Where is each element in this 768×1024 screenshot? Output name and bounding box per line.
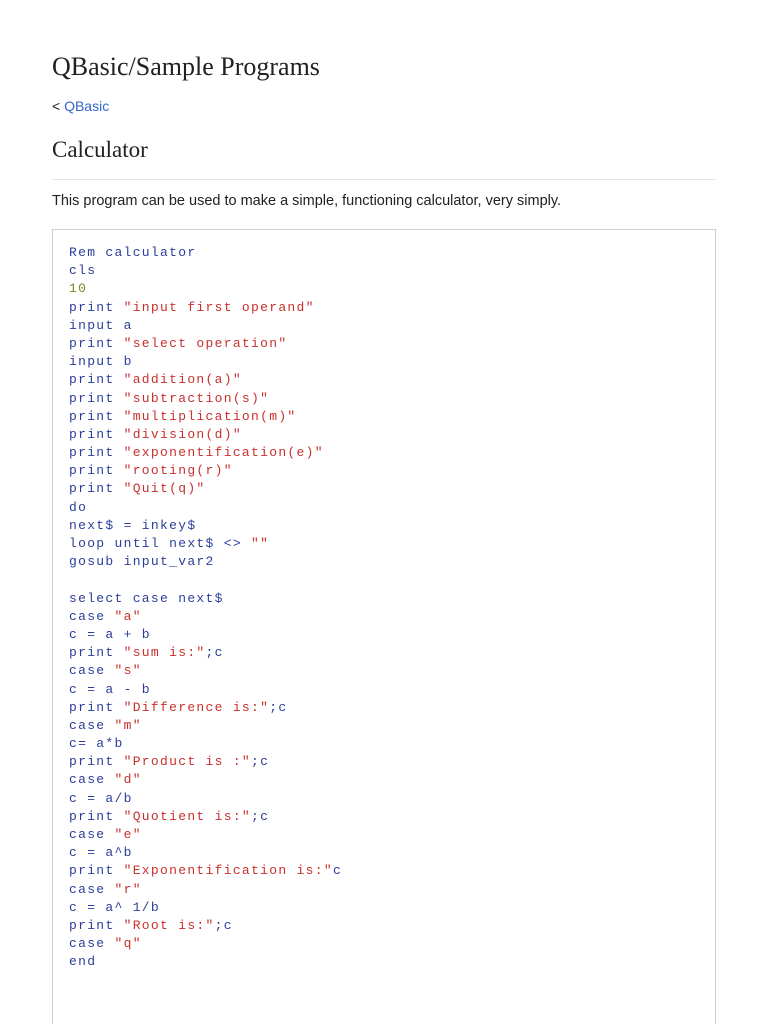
code-keyword: loop until next$ <> [69,536,252,551]
breadcrumb [52,98,109,114]
code-keyword: ;c [214,917,233,933]
code-keyword: Rem calculator [69,245,197,260]
code-keyword: input a [69,317,133,333]
code-keyword: print [69,808,124,824]
code-line [69,735,342,753]
code-line [69,480,342,498]
code-line [69,280,342,298]
code-line [69,553,342,571]
code-line [69,662,342,680]
code-keyword: case [69,827,115,842]
code-keyword: print [69,917,124,933]
code-keyword: c= a*b [69,736,124,752]
code-line [69,335,342,353]
code-line [69,790,342,808]
code-keyword: do [69,499,88,515]
code-string: "multiplication(m)" [123,408,297,424]
code-keyword: c = a + b [69,626,151,642]
code-line [69,499,342,517]
code-string: "Quotient is:" [123,808,252,824]
code-string: "Product is :" [123,754,252,770]
code-line [69,753,342,771]
code-string: "division(d)" [123,426,242,442]
code-line [69,699,342,717]
code-keyword: ;c [205,645,224,661]
code-line [69,444,342,462]
code-string: "m" [114,717,142,733]
code-line [69,808,342,826]
code-keyword: case [69,772,115,788]
section-heading: Calculator [52,137,148,162]
code-keyword: ;c [269,699,288,715]
code-line [69,717,342,735]
code-keyword: print [69,335,124,351]
code-line [69,299,342,317]
code-line [69,390,342,408]
code-string: "s" [114,663,142,679]
code-line [69,935,342,953]
code-line [69,644,342,662]
code-keyword: case [69,881,115,897]
code-keyword: gosub input_var2 [69,554,215,570]
code-line [69,517,342,535]
code-keyword: end [69,954,97,970]
code-string: "Quit(q)" [123,481,206,497]
code-line [69,426,342,444]
code-string: "subtraction(s)" [123,390,270,406]
code-keyword: c = a^b [69,845,133,861]
code-keyword: case [69,663,115,679]
code-number: 10 [69,281,88,297]
code-keyword: cls [69,263,97,279]
code-string: "input first operand" [123,299,315,315]
code-line [69,608,342,626]
code-keyword: print [69,754,124,770]
code-keyword: print [69,481,124,497]
code-keyword: c = a/b [69,790,133,806]
code-keyword: c = a - b [69,681,151,697]
code-string: "exponentification(e)" [123,445,324,461]
code-string: "r" [114,881,142,897]
code-line [69,917,342,935]
code-block [52,229,716,1024]
code-string: "d" [114,772,142,788]
code-line [69,899,342,917]
code-string: "sum is:" [123,645,206,661]
breadcrumb-prefix: < [52,98,65,114]
code-keyword: print [69,445,124,461]
code-line [69,862,342,880]
code-line [69,571,342,589]
intro-text: This program can be used to make a simple, functioning calculator, very simply. [52,193,562,209]
code-string: "Root is:" [123,917,215,933]
code-string: "" [251,536,270,551]
section-divider [52,179,716,180]
page-title: QBasic/Sample Programs [52,52,320,81]
code-keyword: case [69,936,115,952]
code-line [69,462,342,480]
code-line [69,353,342,371]
code-keyword: ;c [251,754,270,770]
code-line [69,953,342,971]
code-keyword: print [69,645,124,661]
code-line [69,844,342,862]
code-keyword: print [69,372,124,388]
code-keyword: select case next$ [69,590,224,606]
code-line [69,681,342,699]
code-keyword: case [69,608,115,624]
code-keyword: print [69,699,124,715]
code-string: "Difference is:" [123,699,270,715]
code-string: "rooting(r)" [123,463,233,479]
code-listing [69,244,342,972]
code-line [69,881,342,899]
code-keyword: ;c [251,808,270,824]
code-keyword: print [69,863,124,879]
code-line [69,408,342,426]
code-line [69,590,342,608]
code-line [69,317,342,335]
code-line [69,771,342,789]
code-keyword: print [69,390,124,406]
code-line [69,244,342,262]
code-keyword: input b [69,354,133,370]
code-keyword: print [69,408,124,424]
code-keyword: next$ = inkey$ [69,517,197,533]
code-keyword: print [69,299,124,315]
code-keyword: print [69,426,124,442]
code-keyword: case [69,717,115,733]
code-string: "q" [114,936,142,952]
code-string: "Exponentification is:" [123,863,333,879]
code-string: "select operation" [123,335,288,351]
code-keyword: c [332,863,343,879]
code-line [69,826,342,844]
code-line [69,371,342,389]
code-keyword: print [69,463,124,479]
code-string: "e" [114,827,142,842]
code-line [69,535,342,553]
code-keyword: c = a^ 1/b [69,899,161,915]
code-string: "a" [114,608,142,624]
code-line [69,626,342,644]
code-string: "addition(a)" [123,372,242,388]
code-line [69,262,342,280]
breadcrumb-link-qbasic[interactable]: QBasic [64,98,110,114]
